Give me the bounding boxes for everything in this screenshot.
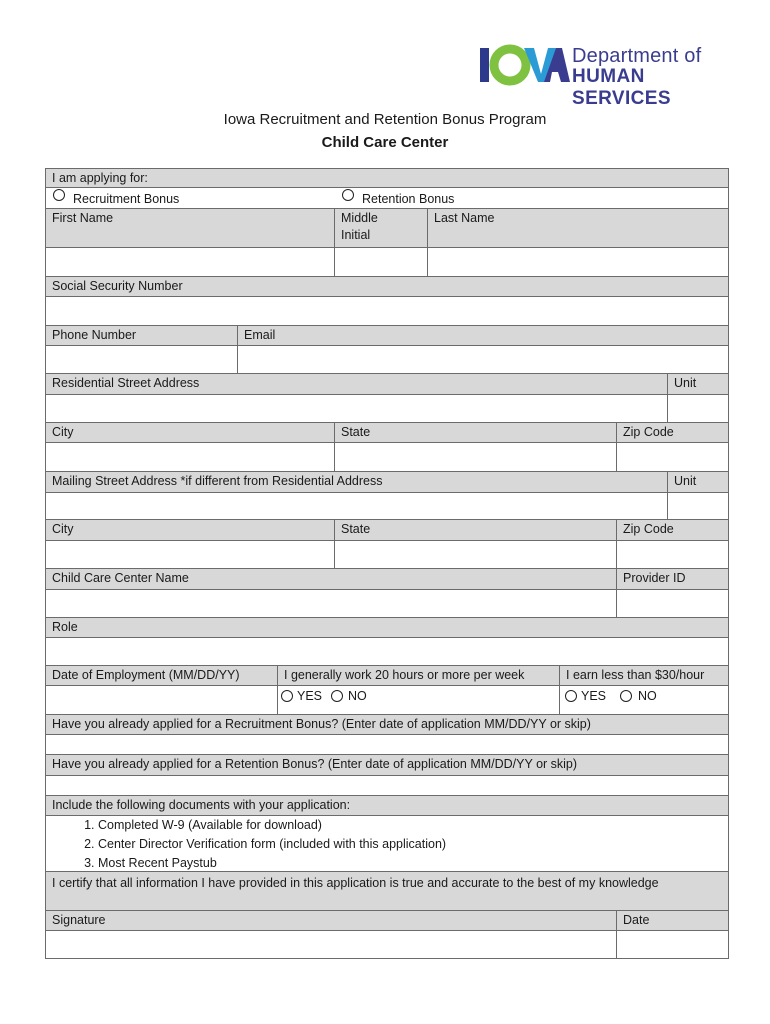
ssn-label: Social Security Number	[45, 276, 729, 297]
mailing-unit-field[interactable]	[667, 492, 729, 520]
date-field[interactable]	[616, 930, 729, 959]
applying-label: I am applying for:	[45, 168, 729, 188]
residential-city-label: City	[45, 422, 335, 443]
hours-label: I generally work 20 hours or more per week	[277, 665, 560, 686]
form-subtitle: Child Care Center	[321, 134, 449, 151]
residential-state-field[interactable]	[334, 442, 617, 472]
dept-line-2: HUMAN SERVICES	[572, 66, 671, 109]
residential-zip-field[interactable]	[616, 442, 729, 472]
center-name-label: Child Care Center Name	[45, 568, 617, 590]
residential-unit-field[interactable]	[667, 394, 729, 423]
document-item: 2. Center Director Verification form (included with this application)	[98, 835, 722, 854]
role-field[interactable]	[45, 637, 729, 666]
phone-field[interactable]	[45, 345, 238, 374]
mailing-unit-label: Unit	[667, 471, 729, 493]
residential-street-label: Residential Street Address	[45, 373, 668, 395]
phone-label: Phone Number	[45, 325, 238, 346]
email-field[interactable]	[237, 345, 729, 374]
earn-no-label: NO	[638, 689, 657, 703]
earn-yes-radio[interactable]	[565, 690, 577, 702]
mailing-street-field[interactable]	[45, 492, 668, 520]
prior-recruitment-label: Have you already applied for a Recruitment Bonus? (Enter date of application MM/DD/YY or skip)	[45, 714, 729, 735]
retention-bonus-label: Retention Bonus	[362, 192, 455, 206]
documents-list	[52, 816, 722, 872]
hours-yes-radio[interactable]	[281, 690, 293, 702]
last-name-field[interactable]	[427, 247, 729, 277]
residential-state-label: State	[334, 422, 617, 443]
dept-line-1: Department of	[572, 45, 702, 67]
employment-date-label: Date of Employment (MM/DD/YY)	[45, 665, 278, 686]
email-label: Email	[237, 325, 729, 346]
residential-zip-label: Zip Code	[616, 422, 729, 443]
recruitment-bonus-radio[interactable]	[53, 189, 65, 201]
document-item: 1. Completed W-9 (Available for download)	[98, 816, 722, 835]
mailing-city-field[interactable]	[45, 540, 335, 569]
prior-recruitment-field[interactable]	[45, 734, 729, 755]
residential-city-field[interactable]	[45, 442, 335, 472]
mailing-city-label: City	[45, 519, 335, 541]
last-name-label: Last Name	[427, 208, 729, 248]
earn-yes-label: YES	[581, 689, 607, 703]
recruitment-bonus-label: Recruitment Bonus	[73, 192, 180, 206]
hours-no-label: NO	[348, 689, 367, 703]
mailing-street-label: Mailing Street Address *if different from Residential Address	[45, 471, 668, 493]
provider-id-field[interactable]	[616, 589, 729, 618]
ssn-field[interactable]	[45, 296, 729, 326]
mailing-state-label: State	[334, 519, 617, 541]
date-label: Date	[616, 910, 729, 931]
first-name-label: First Name	[45, 208, 335, 248]
provider-id-label: Provider ID	[616, 568, 729, 590]
signature-field[interactable]	[45, 930, 617, 959]
earn-label: I earn less than $30/hour	[559, 665, 729, 686]
form-title: Iowa Recruitment and Retention Bonus Program	[223, 111, 547, 128]
earn-no-radio[interactable]	[620, 690, 632, 702]
hours-no-radio[interactable]	[331, 690, 343, 702]
mailing-state-field[interactable]	[334, 540, 617, 569]
role-label: Role	[45, 617, 729, 638]
mailing-zip-label: Zip Code	[616, 519, 729, 541]
hours-yes-label: YES	[297, 689, 323, 703]
mailing-zip-field[interactable]	[616, 540, 729, 569]
first-name-field[interactable]	[45, 247, 335, 277]
middle-initial-field[interactable]	[334, 247, 428, 277]
signature-label: Signature	[45, 910, 617, 931]
documents-label: Include the following documents with your application:	[45, 795, 729, 816]
residential-unit-label: Unit	[667, 373, 729, 395]
middle-initial-label: Middle Initial	[334, 208, 428, 248]
document-item: 3. Most Recent Paystub	[98, 854, 722, 872]
prior-retention-field[interactable]	[45, 775, 729, 796]
documents-list-box	[45, 815, 729, 872]
prior-retention-label: Have you already applied for a Retention Bonus? (Enter date of application MM/DD/YY or skip)	[45, 754, 729, 776]
center-name-field[interactable]	[45, 589, 617, 618]
residential-street-field[interactable]	[45, 394, 668, 423]
retention-bonus-radio[interactable]	[342, 189, 354, 201]
employment-date-field[interactable]	[45, 685, 278, 715]
certification-text: I certify that all information I have provided in this application is true and accurate to the best of my knowledge	[45, 871, 729, 911]
